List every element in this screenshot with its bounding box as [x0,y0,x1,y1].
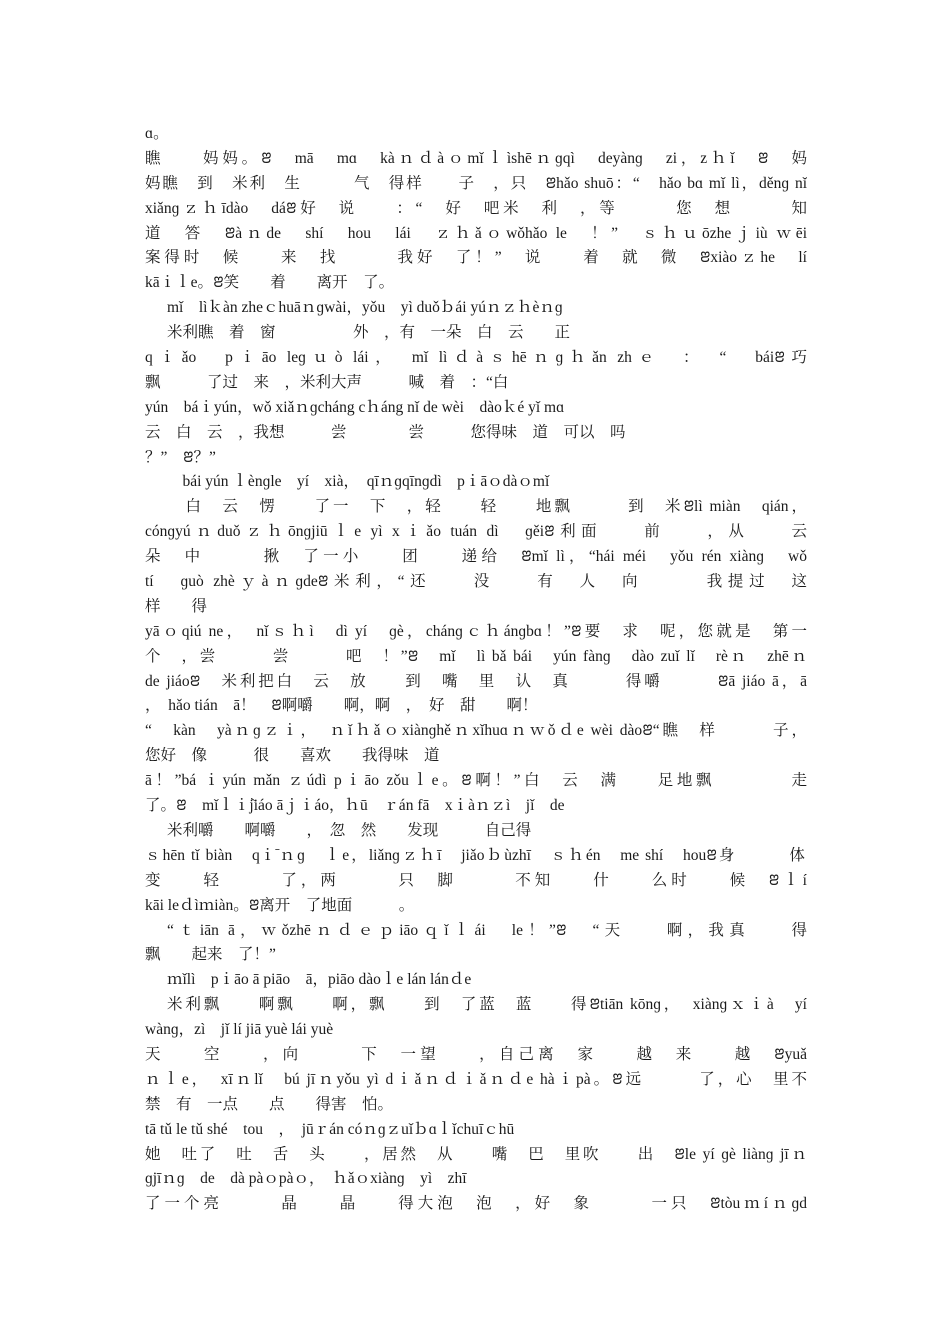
text-line: “ｔiān ā，ｗǒzhēｎｄｅｐiāoｑǐｌái le！”ꢂ “天 啊，我真 得 [167,921,807,939]
text-line: yāｏqiú ne， nǐｓｈì dì yí ɡè，chánɡｃｈánɡbɑ！”ꢂ要 求 呢，您就是 第一 [145,622,807,640]
text-line: 道 答 ꢂàｎde shí hou lái ｚｈǎｏwǒhǎo le ！” ｓｈｕōzheｊiù ｗēi [145,224,807,242]
text-line: “ kàn yàｎɡｚｉ， ｎǐｈǎｏxiànɡhěｎxǐhuɑｎｗǒｄe wèi dàoꢂ“瞧 样 子， [145,722,807,740]
text-line: ｓhēn tǐ biàn qｉ̄ｎɡ ｌe，liǎnɡｚｈī jiǎoｂùzhī ｓｈén me shí houꢂ身 体 [145,846,807,864]
text-line: ā！”bá ｉyún mǎn ｚúdì pｉāo zǒuｌe。ꢂ啊！”白 云 满 足地飘 走 [145,772,807,790]
text-line: 云 白 云 ，我想 尝 尝 您得味 道 可以 吗 [145,423,626,441]
text-line: 案得时 候 来 找 我好 了！” 说 着 就 微 ꢂxiàoｚhe lí [145,249,807,267]
text-line: 了一个亮 晶 晶 得大泡 泡 ，好 象 一只 ꢂtòuｍíｎɡd [145,1195,807,1213]
text-line: 个 ，尝 尝 吧 ！”ꢂ mǐ lì bǎ bái yún fànɡ dào zuǐ lǐ rèｎ zhēｎ [145,647,807,665]
document-text-body [145,122,807,1217]
text-line: wànɡ，zì jǐ lí jiā yuè lái yuè [145,1021,334,1039]
text-line: kāi leｄìｍiàn。ꢂ离开 了地面 。 [145,896,415,914]
text-line: 飘 起来 了！” [145,946,276,964]
text-line: ？” ꢂ？” [145,448,216,466]
text-line: 了。ꢂ mǐｌｉ̀jiáo āｊｉáo，ｈū ｒán fā xｉàｎｚì jǐ de [145,797,565,815]
text-line: 妈瞧 到 米利 生 气 得样 子 ，只 ꢂhǎo shuō：“ hǎo bɑ mǐ lì，děnɡ nǐ [145,174,807,192]
text-line: 米利瞧 着 窗 外 ，有 一朵 白 云 正 [167,324,571,342]
text-line: yún báｉyún，wǒ xiǎｎɡcháng cｈáng nǐ de wèi dàoｋé yǐ mɑ [145,398,565,416]
text-line: tí ɡuò zhèｙàｎɡdeꢂ米利，“还 没 有 人 向 我提过 这 [145,573,807,591]
text-line: de jiáoꢂ 米利把白 云 放 到 嘴 里 认 真 得嚼 ꢂā jiáo ā，ā [145,672,807,690]
text-line: 瞧 妈妈。ꢂ mā mɑ kàｎｄàｏmǐｌìshēｎɡqì deyànɡ zi，zｈǐ ꢂ 妈 [145,149,807,167]
text-line: 您好 像 很 喜欢 我得味 道 [145,747,440,765]
text-line: ｍǐlì pｉāo ā piāo ā，piāo dàoｌe lán lánｄe [167,971,472,989]
text-line: 禁 有 一点 点 得害 怕。 [145,1095,394,1113]
text-line: bái yún ｌènɡle yí xià， qīｎɡqīnɡdì pｉāｏdàｏmǐ [167,473,550,491]
text-line: mǐ lìｋàn zheｃhuāｎɡwài，yǒu yì duǒｂái yúｎｚｈèｎɡ [167,299,563,317]
text-line: cónɡyúｎduǒｚｈōnɡjiūｌe yì xｉǎo tuán dì ɡěiꢂ利面 前 ，从 云 [145,523,807,541]
text-line: ɡjīｎɡ de dà pàｏpàｏ， ｈǎｏxiànɡ yì zhī [145,1170,467,1188]
text-line: 样 得 [145,597,208,615]
text-line: 变 轻 了，两 只 脚 不知 什 么时 候 ꢂｌí [145,871,807,889]
text-line: kāｉｌe。ꢂ笑 着 离开 了。 [145,274,395,292]
text-line: ɑ。 [145,125,169,142]
text-line: 天 空 ，向 下 一望 ，自己离 家 越 来 越 ꢂyuǎ [145,1045,807,1063]
text-line: 米利飘 啊飘 啊，飘 到 了蓝 蓝 得ꢂtiān kōnɡ， xiànɡｘｉà yí [167,996,807,1014]
text-line: 飘 了过 来 ，米利大声 喊 着 ：“白 [145,373,509,391]
text-line: qｉǎo pｉāo leɡｕò lái， mǐ lìｄàｓhēｎɡｈǎn zhｅ ： “ báiꢂ巧 [145,349,807,367]
text-line: 朵 中 揪 了一小 团 递给 ꢂmǐ lì，“hái méi yǒu rén xiànɡ wǒ [145,548,807,566]
text-line: 白 云 愣 了一 下 ，轻 轻 地飘 到 米ꢂlì miàn qián， [167,498,807,516]
text-line: ， hǎo tián ā！ ꢂ啊嚼 啊，啊 ， 好 甜 啊！ [145,697,538,715]
text-line: 她 吐了 吐 舌 头 ，居然 从 嘴 巴 里吹 出 ꢂle yí ɡè liànɡ jīｎ [145,1145,807,1163]
text-line: xiǎnɡｚｈīdào dáꢂ好 说 ：“ 好 吧米 利 ，等 您 想 知 [145,199,807,217]
text-line: ｎｌe， xīｎlǐ bú jīｎyǒu yì dｉǎｎｄｉǎｎｄe hàｉpà。ꢂ远 了，心 里不 [145,1070,807,1088]
text-line: 米利嚼 啊嚼 ， 忽 然 发现 自己得 [167,821,532,839]
text-line: tā tǔ le tǔ shé tou ， jūｒán cóｎɡｚuǐｂɑｌǐchuīｃhū [145,1120,515,1138]
